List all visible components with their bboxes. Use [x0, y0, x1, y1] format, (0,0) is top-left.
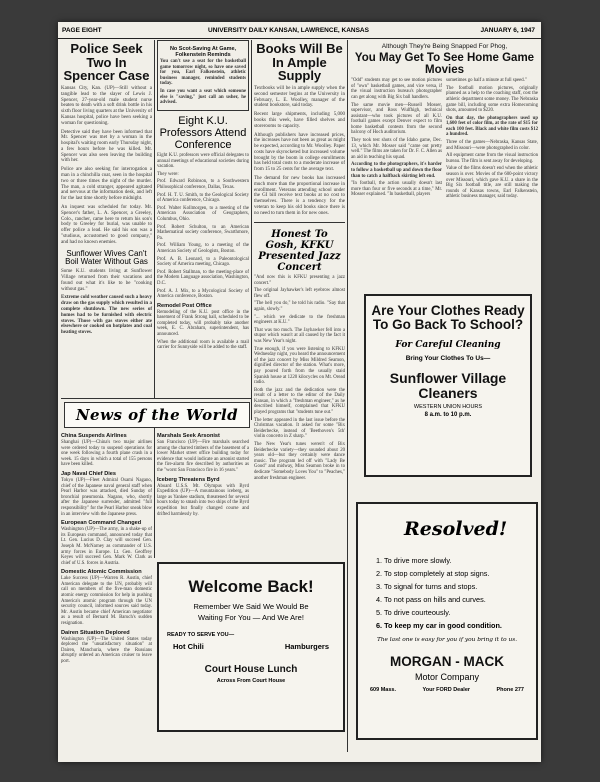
article-paragraph: Prof. William Young, to a meeting of the American Society of Geologists, Boston. — [157, 243, 249, 254]
article-paragraph: Detective said they have been informed that Mr. Spencer was met by a woman in the hospital's waiting room early Thursday night, a few hours before he was killed. Mr. Spencer was also seen leaving the building with her. — [61, 129, 152, 164]
headline-sunflower-wives: Sunflower Wives Can't Boil Water Without Gas — [65, 248, 148, 267]
article-paragraph: When the additional room is available a mail carrier for Sunnyside will be added to the staff. — [157, 339, 249, 351]
subhead-post-office: Remodel Post Office — [157, 302, 212, 309]
article-paragraph: True enough, if you were listening to KFKU Wednesday night, you heard the announcement of the jazz concert by Miss Mildred Seamon, dignified director of the station. What's more, pay poured forth from the usually staid Spanish house at 1220 kilocycles on Mt. Oread radio. — [254, 346, 345, 386]
page-date: JANUARY 6, 1947 — [480, 27, 535, 34]
ad-hours: 8 a.m. to 10 p.m. — [424, 411, 472, 418]
movies-col-a — [351, 78, 442, 200]
column-rule — [251, 40, 252, 420]
kicker: Although They're Being Snapped For Phog, — [381, 43, 508, 50]
ad-sunflower-cleaners — [364, 294, 532, 477]
column-home-movies — [351, 40, 538, 292]
ad-resolution-item: 4. To not pass on hills and curves. — [376, 595, 486, 604]
headline-professors: Eight K.U. Professors Attend Conference — [159, 114, 247, 151]
ad-dealer: Your FORD Dealer — [422, 687, 471, 694]
news-banner — [64, 402, 250, 428]
column-news-left — [61, 430, 152, 752]
column-rule — [347, 40, 348, 752]
masthead-line: UNIVERSITY DAILY KANSAN, LAWRENCE, KANSAS — [208, 27, 369, 34]
article-paragraph: An inquest was scheduled for today. Mr. Spencer's father, L. A. Spencer, a Greeley, Colo., rancher, came here to return his son's body to Greeley for burial, was unable to offer police a lead. He said his son was a "studious, accustomed to good company," and had no known enemies. — [61, 205, 152, 245]
article-paragraph: The letter appeared in the last issue before the Christmas vacation. It asked for some "Bix Beiderbecke, instead of 'Beethoven's 5th' violin concerto in Z sharp." — [254, 417, 345, 440]
ad-ready-line: READY TO SERVE YOU— — [167, 631, 235, 638]
article-paragraph: "In football, the action usually doesn't last more than four or five seconds at a time," Mr. Mosser explained. "In basketball, players — [351, 181, 442, 198]
headline-police: Police Seek Two In Spencer Case — [63, 41, 150, 84]
ad-tagline: The last one is easy for you if you bring it to us. — [376, 637, 518, 643]
headline-movies: You May Get To See Home Game Movies — [354, 52, 535, 77]
ad-line: Remember We Said We Would Be — [193, 601, 309, 611]
article-paragraph: According to the photographers, it's harder to follow a basketball up and down the floor than to catch a halfback skirting left end. — [351, 162, 442, 179]
ad-hours-label: WESTERN UNION HOURS — [413, 403, 483, 410]
article-paragraph: Textbooks will be in ample supply when the second semester begins at the University in February, L. E. Woolley, manager of the student bookstore, said today. — [254, 85, 345, 109]
column-books — [254, 40, 345, 220]
article-paragraph: Both the jazz and the dedication were the result of a letter to the editor of the Daily Kansan, in which a "freshman engineer," as he described himself, complained that KFKU played programs that "students tune out." — [254, 387, 345, 416]
ad-morgan-mack — [356, 502, 538, 740]
article-paragraph: That was too much. The Jayhawker fell into a stupor which wasn't at all caused by the fact it was New Year's night. — [254, 327, 345, 344]
newspaper-page — [58, 22, 541, 762]
ad-headline: Resolved! — [404, 518, 508, 540]
article-paragraph: Value of the films doesn't end when the athletic season is over. Movies of the 600-point victory over Missouri, which gave K.U. a share in the Big Six football title, are still making the rounds of Kansas towns, Earl Falkenstein, athletic business manager, said today. — [446, 166, 538, 200]
ad-address: 609 Mass. — [370, 687, 396, 694]
headline-books: Books Will Be In Ample Supply — [256, 41, 343, 84]
news-banner-title: News of the World — [75, 406, 239, 424]
article-paragraph: Prof. A. J. Mix, to a Mycological Society of America conference, Boston. — [157, 288, 249, 300]
ad-company-line: Motor Company — [414, 672, 480, 683]
ad-business-name: Court House Lunch — [204, 663, 298, 675]
ad-business-name: MORGAN - MACK — [390, 654, 504, 669]
article-paragraph: Kansas City, Kan. (UP)—Still without a tangible lead to the slayer of Lewis J. Spencer, 27-year-old male student nurse beaten to death with a soft drink bottle in his sixth floor living quarters at the University of Kansas hospital, police have been seeking a woman for questioning. — [61, 85, 152, 126]
article-paragraph: The same movie men—Russell Mosser, supervisor, and Ross Wulfhigh, technical assistant—who took pictures of all K.U. football games except Denver expect to film home basketball contests from the second balcony of Hoch auditorium. — [351, 102, 442, 136]
boxed-notice — [157, 40, 249, 111]
article-paragraph: All equipment came from the visual instruction bureau. The film is sent away for developing. — [446, 153, 538, 164]
headline-kfku: Honest To Gosh, KFKU Presented Jazz Concert — [258, 229, 341, 273]
article-paragraph: Prof. Edward Robinson, to a Southwestern Philosophical conference, Dallas, Texas. — [157, 179, 249, 190]
section-rule — [61, 398, 251, 399]
article-paragraph: Eight K.U. professors were official delegates to annual meetings of educational societies during vacation. — [157, 153, 249, 170]
news-item-text: Shanghai (UP)—China's two major airlines were ordered today to suspend operations for one week following a fourth plane crash in a week. 15 days in which a total of 155 persons have been killed. — [61, 440, 152, 468]
ad-contact-line — [370, 687, 524, 693]
article-paragraph: The New Year's tunes weren't of Bix Beiderbecke variety—they sounded about 20 years old—but they certainly were dance music. The program led off with "Lady Be Good" and midway, Miss Seamon broke in to dedicate "Somebody Loves You" to "Peaches," another freshman engineer. — [254, 442, 345, 481]
article-paragraph: "... which we dedicate to the freshman engineers at K.U." — [254, 314, 345, 326]
page-number: PAGE EIGHT — [62, 27, 102, 34]
news-item-title: Dairen Situation Deplored — [61, 629, 130, 636]
ad-court-house-lunch — [157, 562, 345, 732]
article-paragraph: Prof. Robert Stallman, to the meeting-place of the Modern Language association, Washington, D.C. — [157, 269, 249, 286]
ad-resolution-item: 3. To signal for turns and stops. — [376, 582, 478, 591]
news-item-title: Domestic Atomic Commission — [61, 569, 142, 576]
ad-resolution-item: 5. To drive courteously. — [376, 608, 451, 617]
ad-headline: Are Your Clothes Ready To Go Back To School? — [371, 303, 525, 333]
news-item-title: European Command Changed — [61, 520, 142, 527]
article-paragraph: Extreme cold weather caused such a heavy draw on the gas supply which resulted in a complete shutdown. The new series of homes had to be furnished with electric stoves. Those with gas stoves either ate elsewhere or cooked on hotplates and coal heating stoves. — [61, 295, 152, 336]
ad-location: Across From Court House — [216, 678, 286, 685]
article-paragraph: They took test shots of the Idaho game, Dec. 13, which Mr. Mosser said "came out pretty well." The films are taken for Dr. F. C. Allen as an aid in teaching his squad. — [351, 138, 442, 160]
ad-resolution-item: 2. To stop completely at stop signs. — [376, 569, 490, 578]
ad-business-name: Sunflower Village Cleaners — [389, 370, 507, 402]
news-item-text: Aboard U.S.S. Mt. Olympus with Byrd Expedition (UP)—A mountainous iceberg, as large as Yankee stadium, threatened for several hours today to smash into two ships of the Byrd expedition but finally changed course and drifted harmlessly by. — [157, 483, 249, 517]
article-paragraph: Police are also seeking for interrogation a man in a chinchilla coat, seen in the hospital two or three times the night of the murder. The man, a cold stranger, appeared agitated and nervous at the information desk, and left for the last time shortly before midnight. — [61, 167, 152, 202]
column-professors — [157, 40, 249, 396]
article-paragraph: "The hell you do," he told his radio. "Say that again, slowly." — [254, 301, 345, 312]
column-police-story — [61, 40, 152, 396]
ad-headline: Welcome Back! — [188, 577, 314, 596]
article-paragraph: Three of the games—Nebraska, Kansas State, and Missouri—were photographed in color. — [446, 140, 538, 151]
ad-menu-item: Hot Chili — [173, 641, 204, 651]
article-paragraph: Prof. Robert Schulton, to an American Mathematical society conference, Swarthmore, Pa. — [157, 224, 249, 241]
column-rule — [154, 428, 155, 558]
article-paragraph: Although publishers have increased prices, the increases have not been as great as might be expected, according to Mr. Woolley. Paper costs have skyrocketed but increased volume brought by the boom in college enrollments has held total costs to a moderate increase of from 15 to 25 cents for the average text. — [254, 132, 345, 173]
article-paragraph: Prof. Walter Kollmorgen, to a meeting of the American Association of Geographers, Columbus, Ohio. — [157, 205, 249, 222]
article-paragraph: "And now this is KFKU presenting a jazz concert." — [254, 275, 345, 286]
article-paragraph: The demand for new books has increased much more than the proportional increase in enrollment. Veterans attending school under the GI bill receive text books at no cost to themselves. There is a tendency for the veteran to keep his old books since there is no need to turn them in for new ones. — [254, 176, 345, 216]
notice-paragraph: You can't use a seat for the basketball game tomorrow night, so have one saved for you, Earl Falkenstein, athletic business manager, reminded students today. — [160, 59, 246, 87]
article-paragraph: Some K.U. students living at Sunflower Village returned from their vacations and found out what it's like to be "cooking without gas." — [61, 269, 152, 292]
news-item-text: San Francisco (UP)—Fire marshals searched among the charred timbers of the basement of a lower Market street office building today for evidence that would indicate an arsonist started the fire-alarm fire described by authorities as the "worst San Francisco fire in 16 years." — [157, 440, 249, 473]
ad-menu-items — [173, 642, 329, 651]
notice-title: No Scot-Saving At Game, Folkenstein Reminds — [169, 46, 237, 58]
page-header — [58, 22, 541, 39]
article-paragraph: sometimes go half a minute at full speed." — [446, 78, 527, 84]
notice-paragraph: In case you want a seat which someone else is "saving," just call an usher, he advised. — [160, 88, 246, 106]
article-paragraph: "Odd" students may get to see motion pictures of "own" basketball games, and vice versa, if the visual instruction bureau's photographer can get along with Big Six ball handlers. — [351, 78, 442, 100]
ad-resolution-item: 6. To keep my car in good condition. — [376, 621, 502, 630]
ad-menu-item: Hamburgers — [284, 641, 329, 651]
ad-line: Waiting For You — And We Are! — [198, 612, 304, 622]
news-item-text: Washington (UP)—The army, in a shake-up of its European command, announced today that Lt. Gen. Lucius D. Clay will succeed Gen. Joseph M. McNarney as commander of U.S. army forces in Europe. Lt. Gen. Geoffrey Keyes will succeed Gen. Mark W. Clark as chief of U.S. forces in Austria. — [61, 527, 152, 566]
article-paragraph: They were: — [157, 171, 179, 177]
news-item-text: Washington (UP)—The United States today deplored the "unsatisfactory situation" at Dairen, Manchuria, where the Russians abruptly ordered an American cruiser to leave port. — [61, 636, 152, 664]
ad-resolution-list — [376, 554, 536, 632]
ad-resolution-item: 1. To drive more slowly. — [376, 556, 452, 565]
ad-phone: Phone 277 — [496, 687, 524, 694]
news-item-text: Lake Success (UP)—Warren R. Austin, chief American delegate to the UN, probably will call on members of the five-man domestic atomic energy commission for help in pushing America's atomic program through the UN security council, informed sources said today. Mr. Austin became chief American negotiator as a result of Bernard M. Baruch's sudden resignation. — [61, 576, 152, 627]
ad-script-line: For Careful Cleaning — [395, 340, 501, 351]
column-news-mid — [157, 430, 249, 558]
news-item-title: Marshals Seek Arsonist — [157, 433, 220, 439]
article-paragraph: The football motion pictures, originally planned as a help to the coaching staff, cost the athletic department some money. The Nebraska game bill, including some extra Homecoming shots, amounted to $220. — [446, 85, 538, 114]
movies-col-b — [446, 78, 538, 202]
news-item-title: Iceberg Threatens Byrd — [157, 476, 220, 483]
article-paragraph: The original Jayhawker's left eyebrow almost flew off. — [254, 288, 345, 299]
ad-line: Bring Your Clothes To Us— — [405, 355, 491, 363]
column-kfku-jazz — [254, 225, 345, 481]
column-rule — [154, 40, 155, 398]
article-paragraph: Remodeling of the K.U. post office in the basement of Frank Strong hall, scheduled to be completed today, will probably take another week, E. C. Abraham, superintendent, has announced. — [157, 309, 249, 338]
news-item-text: Tokyo (UP)—Fleet Admiral Osami Nagano, chief of the Japanese naval general staff when Pearl Harbor was attacked, died Sunday of bronchial pneumonia. Nagano, who, shortly after the Japanese surrender, admitted "full responsibility" for the Pearl Harbor sneak blow in an interview with the Japanese press. — [61, 477, 152, 517]
article-paragraph: Prof. A. B. Leonard, to a Paleontological Society of America meeting, Chicago. — [157, 256, 249, 268]
news-item-title: Jap Naval Chief Dies — [61, 470, 117, 477]
section-rule — [254, 222, 345, 223]
article-paragraph: On that day, the photographers used up 1,600 feet of color film, at the rate of $15 for each 100 feet. Black and white film costs $12 a hundred. — [446, 115, 538, 138]
news-item-title: China Suspends Airlines — [61, 433, 127, 439]
article-paragraph: Prof. H. T. U. Smith, to the Geological Society of America conference, Chicago. — [157, 192, 249, 204]
article-paragraph: Recent large shipments, including 5,000 books this week, have filled shelves and storerooms to capacity. — [254, 112, 345, 129]
